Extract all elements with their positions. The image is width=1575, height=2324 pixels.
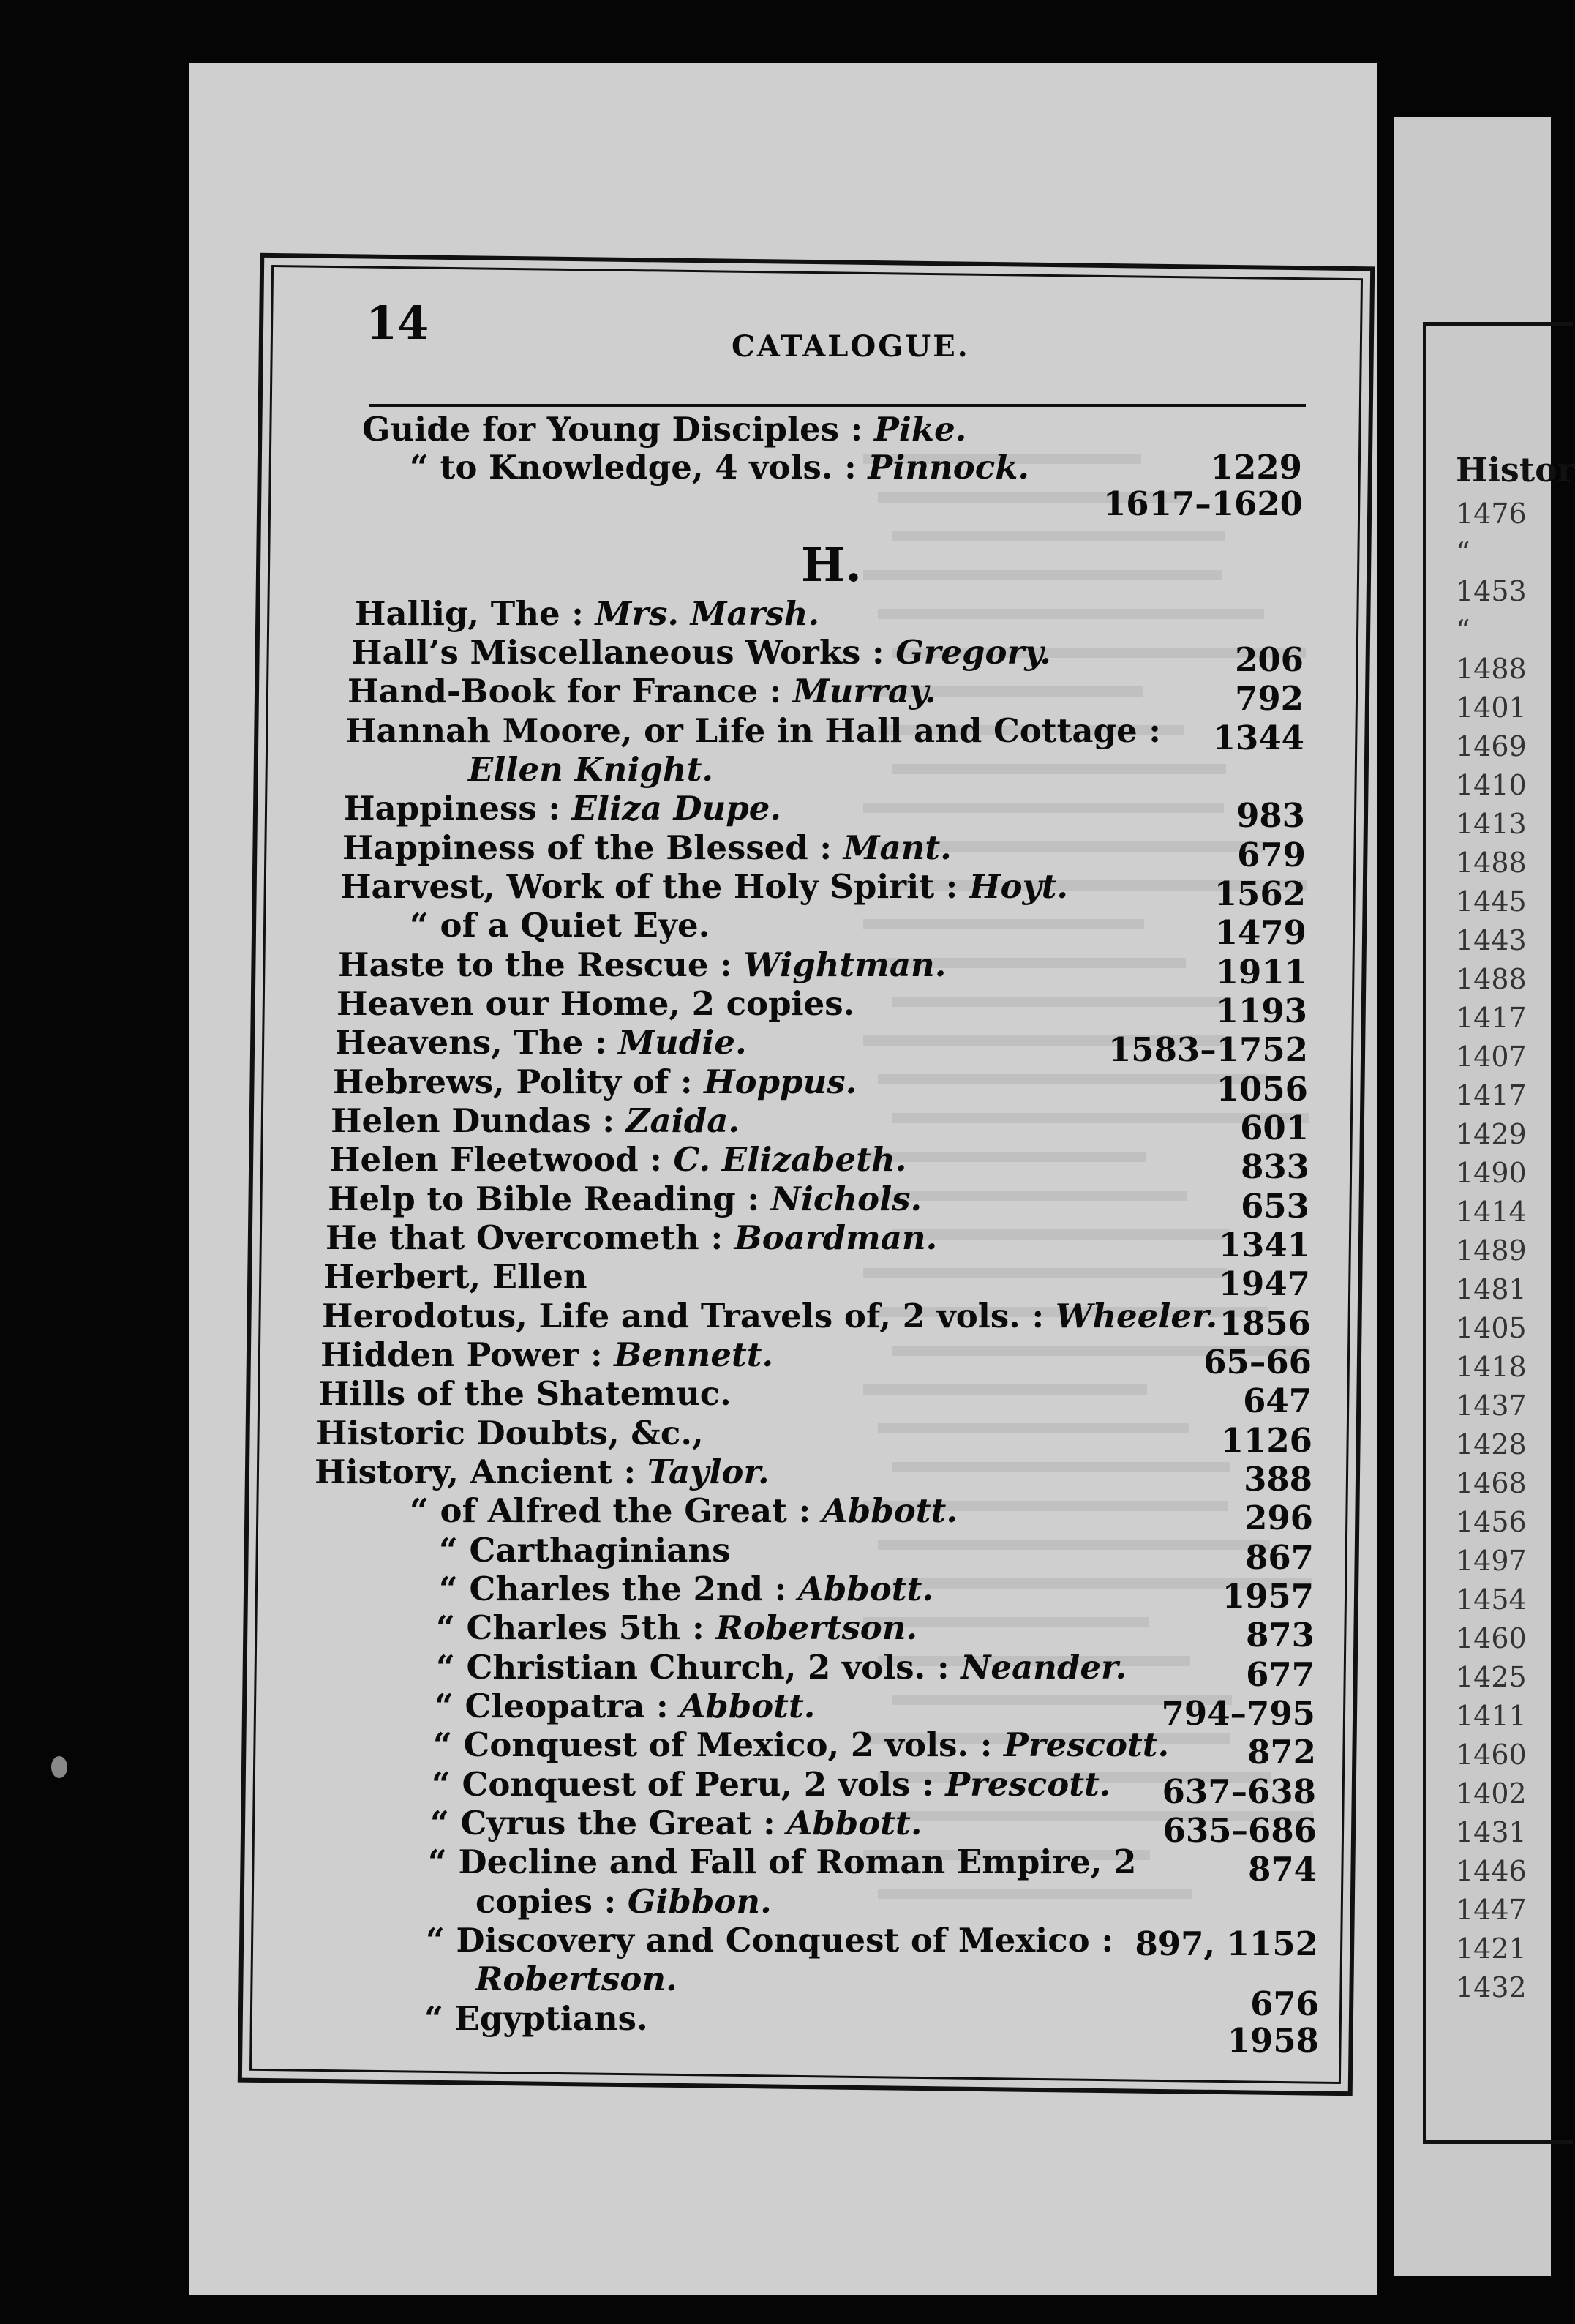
entry-catalogue-number: 296 (1244, 1499, 1313, 1537)
entry-title: Hall’s Miscellaneous Works : (351, 633, 896, 672)
entry-author: Abbott. (680, 1687, 816, 1725)
adjacent-page-item: 1488 (1456, 847, 1527, 879)
entry-catalogue-number: 635–686 (1162, 1811, 1317, 1850)
entry-catalogue-number: 388 (1244, 1460, 1312, 1499)
entry-catalogue-number: 833 (1241, 1147, 1309, 1186)
adjacent-page-item: 1413 (1456, 808, 1527, 840)
adjacent-page-item: 1402 (1456, 1777, 1527, 1810)
entry-catalogue-number: 653 (1241, 1187, 1309, 1226)
entry-title: Herbert, Ellen (323, 1257, 587, 1296)
adjacent-page-item: “ (1456, 614, 1470, 646)
catalogue-entry (320, 1335, 773, 1374)
entry-title: “ Conquest of Peru, 2 vols : (432, 1765, 946, 1804)
catalogue-entry (316, 1414, 704, 1452)
entry-catalogue-number: 206 (1235, 640, 1304, 679)
entry-title: Happiness of the Blessed : (342, 828, 843, 867)
entry-author: Wightman. (743, 945, 947, 984)
entry-title: Hidden Power : (320, 1335, 614, 1374)
catalogue-entry (338, 945, 946, 984)
entry-catalogue-number: 1344 (1212, 719, 1304, 757)
entry-title: “ Cleopatra : (435, 1687, 680, 1725)
catalogue-entry (475, 1960, 677, 1998)
entry-author: Ellen Knight. (468, 750, 714, 789)
adjacent-page-item: 1417 (1456, 1002, 1527, 1034)
adjacent-page-item: 1437 (1456, 1390, 1527, 1422)
catalogue-entry (335, 1023, 747, 1062)
entry-author: Taylor. (647, 1452, 770, 1491)
entry-author: Prescott. (1004, 1725, 1170, 1764)
adjacent-page-item: 1446 (1456, 1855, 1527, 1887)
entry-author: Wheeler. (1055, 1297, 1218, 1335)
entry-catalogue-number: 1562 (1214, 874, 1306, 913)
entry-title: “ of Alfred the Great : (410, 1491, 822, 1530)
entry-catalogue-number: 647 (1243, 1382, 1312, 1420)
catalogue-entry (355, 594, 819, 633)
entry-catalogue-number: 637–638 (1162, 1772, 1316, 1811)
entry-catalogue-number: 1583–1752 (1108, 1030, 1308, 1069)
bleed-through-line (878, 1191, 1187, 1201)
adjacent-page-item: 1410 (1456, 769, 1527, 801)
entry-author: Gibbon. (627, 1882, 772, 1921)
bleed-through-line (892, 764, 1226, 774)
entry-title: History, Ancient : (315, 1452, 647, 1491)
entry-catalogue-number: 1947 (1218, 1264, 1310, 1303)
entry-author: Neander. (961, 1648, 1127, 1687)
entry-title: copies : (475, 1882, 628, 1921)
adjacent-page-item: 1429 (1456, 1118, 1527, 1150)
entry-catalogue-number: 794–795 (1161, 1694, 1315, 1733)
adjacent-page-item: 1454 (1456, 1583, 1527, 1616)
catalogue-entry (345, 711, 1161, 750)
catalogue-entry (475, 1882, 772, 1921)
bleed-through-line (892, 531, 1225, 541)
catalogue-entry (436, 1608, 917, 1647)
catalogue-entry (424, 1999, 648, 2038)
entry-title: Heavens, The : (335, 1023, 619, 1062)
adjacent-page-item: 1421 (1456, 1933, 1527, 1965)
entry-author: Murray. (792, 672, 936, 711)
catalogue-entry (410, 906, 710, 945)
entry-title: Help to Bible Reading : (328, 1180, 771, 1218)
entry-catalogue-number: 676 (1250, 1984, 1319, 2023)
entry-author: Boardman. (734, 1218, 938, 1257)
adjacent-page-item: 1407 (1456, 1041, 1527, 1073)
entry-title: Historic Doubts, &c., (316, 1414, 704, 1452)
entry-author: Hoyt. (969, 867, 1069, 906)
entry-author: Abbott. (797, 1570, 934, 1608)
adjacent-page-item: 1497 (1456, 1545, 1527, 1577)
entry-title: Hills of the Shatemuc. (318, 1374, 732, 1413)
catalogue-entry (432, 1765, 1110, 1804)
entry-catalogue-number: 874 (1248, 1850, 1317, 1889)
adjacent-page-item: 1488 (1456, 653, 1527, 685)
adjacent-page-item: 1431 (1456, 1816, 1527, 1848)
entry-author: Robertson. (715, 1608, 918, 1647)
entry-catalogue-number: 983 (1236, 796, 1305, 835)
adjacent-page-item: 1417 (1456, 1079, 1527, 1112)
entry-author: Robertson. (475, 1960, 677, 1998)
entry-author: Zaida. (625, 1101, 740, 1140)
bleed-through-line (863, 803, 1224, 813)
adjacent-page-item: 1418 (1456, 1351, 1527, 1383)
entry-catalogue-number: 679 (1237, 836, 1306, 874)
entry-title: Hannah Moore, or Life in Hall and Cottage : (345, 711, 1161, 750)
adjacent-page-item: 1414 (1456, 1196, 1527, 1228)
catalogue-entry (439, 1531, 730, 1570)
catalogue-entry (342, 828, 952, 867)
bleed-through-line (878, 1889, 1192, 1899)
bleed-through-line (863, 570, 1222, 580)
catalogue-entry (323, 1257, 587, 1296)
adjacent-page-item: “ (1456, 536, 1470, 569)
running-head: CATALOGUE. (732, 329, 970, 364)
entry-catalogue-number: 1341 (1218, 1226, 1310, 1264)
adjacent-page-item: 1488 (1456, 963, 1527, 995)
catalogue-entry (340, 867, 1068, 906)
bleed-through-line (878, 609, 1264, 619)
catalogue-entry (326, 1218, 937, 1257)
entry-title: “ Christian Church, 2 vols. : (436, 1648, 961, 1687)
catalogue-entry (468, 750, 713, 789)
entry-title: Helen Dundas : (331, 1101, 626, 1140)
bleed-through-line (892, 997, 1228, 1007)
catalogue-entry (410, 448, 1029, 487)
entry-catalogue-number: 1617–1620 (1103, 484, 1303, 523)
catalogue-entry (362, 410, 966, 449)
entry-title: “ Charles 5th : (436, 1608, 716, 1647)
entry-author: Gregory. (895, 633, 1051, 672)
entry-title: Hand-Book for France : (347, 672, 793, 711)
adjacent-page-item: 1490 (1456, 1157, 1527, 1189)
entry-title: He that Overcometh : (326, 1218, 734, 1257)
bleed-through-line (863, 1268, 1227, 1278)
entry-author: Mrs. Marsh. (595, 594, 820, 633)
catalogue-entry (430, 1804, 922, 1843)
bleed-through-line (863, 919, 1144, 929)
bleed-through-line (878, 1074, 1267, 1084)
entry-author: Mudie. (618, 1023, 747, 1062)
catalogue-entry (433, 1725, 1169, 1764)
bleed-through-line (863, 1384, 1147, 1395)
entry-catalogue-number: 601 (1240, 1109, 1309, 1147)
entry-catalogue-number: 872 (1247, 1733, 1316, 1772)
catalogue-entry (439, 1570, 933, 1608)
entry-title: Hallig, The : (355, 594, 595, 633)
entry-author: Hoppus. (704, 1062, 857, 1101)
entry-title: Guide for Young Disciples : (362, 410, 874, 449)
entry-catalogue-number: 1193 (1215, 992, 1307, 1030)
entry-author: Pinnock. (868, 448, 1030, 487)
catalogue-entry (410, 1491, 958, 1530)
catalogue-entry (337, 984, 854, 1023)
catalogue-entry (347, 672, 936, 711)
entry-catalogue-number: 65–66 (1203, 1343, 1312, 1382)
entry-title: “ Decline and Fall of Roman Empire, 2 (428, 1843, 1137, 1881)
catalogue-entry (426, 1921, 1113, 1960)
entry-author: Abbott. (786, 1804, 922, 1843)
bleed-through-line (878, 1423, 1189, 1433)
entry-catalogue-number: 1229 (1210, 448, 1302, 487)
entry-author: Pike. (873, 410, 967, 449)
entry-title: Haste to the Rescue : (338, 945, 744, 984)
adjacent-page-item: 1443 (1456, 924, 1527, 956)
adjacent-page-item: 1405 (1456, 1312, 1527, 1344)
adjacent-page-item: 1428 (1456, 1428, 1527, 1461)
section-letter: H. (801, 538, 862, 593)
bleed-through-line (892, 1462, 1230, 1472)
adjacent-page-item: 1476 (1456, 498, 1527, 530)
adjacent-page-item: 1489 (1456, 1234, 1527, 1267)
entry-catalogue-number: 1911 (1215, 953, 1307, 992)
catalogue-entry (315, 1452, 770, 1491)
entry-catalogue-number: 792 (1235, 679, 1304, 718)
entry-catalogue-number: 897, 1152 (1135, 1924, 1318, 1963)
paper-speck (51, 1756, 67, 1778)
catalogue-entry (322, 1297, 1217, 1335)
entry-title: Helen Fleetwood : (329, 1140, 674, 1179)
adjacent-page-item: 1468 (1456, 1467, 1527, 1499)
entry-catalogue-number: 1126 (1220, 1421, 1312, 1460)
entry-catalogue-number: 867 (1245, 1538, 1314, 1577)
entry-author: Nichols. (770, 1180, 922, 1218)
bleed-through-line (878, 1540, 1270, 1550)
catalogue-entry (329, 1140, 906, 1179)
entry-catalogue-number: 1957 (1222, 1577, 1314, 1616)
page-number: 14 (366, 296, 429, 350)
catalogue-entry (333, 1062, 857, 1101)
entry-title: “ Charles the 2nd : (439, 1570, 798, 1608)
entry-title: Harvest, Work of the Holy Spirit : (340, 867, 969, 906)
adjacent-page-item: 1411 (1456, 1700, 1527, 1732)
adjacent-page-item: 1460 (1456, 1622, 1527, 1654)
entry-author: Eliza Dupe. (571, 789, 782, 828)
adjacent-page-item: 1456 (1456, 1506, 1527, 1538)
entry-catalogue-number: 1479 (1214, 913, 1307, 952)
entry-title: Herodotus, Life and Travels of, 2 vols. : (322, 1297, 1056, 1335)
entry-title: “ of a Quiet Eye. (410, 906, 710, 945)
entry-title: “ Cyrus the Great : (430, 1804, 787, 1843)
entry-title: Happiness : (344, 789, 572, 828)
catalogue-entry (344, 789, 781, 828)
catalogue-entry (328, 1180, 922, 1218)
entry-title: Heaven our Home, 2 copies. (337, 984, 855, 1023)
catalogue-entry (436, 1648, 1127, 1687)
adjacent-page-item: 1453 (1456, 575, 1527, 607)
entry-title: “ to Knowledge, 4 vols. : (410, 448, 868, 487)
entry-author: C. Elizabeth. (673, 1140, 907, 1179)
entry-title: “ Conquest of Mexico, 2 vols. : (433, 1725, 1004, 1764)
catalogue-entry (428, 1843, 1136, 1881)
adjacent-page-item: 1447 (1456, 1894, 1527, 1926)
entry-author: Abbott. (822, 1491, 958, 1530)
catalogue-entry (351, 633, 1051, 672)
entry-author: Bennett. (614, 1335, 774, 1374)
adjacent-page-item: 1460 (1456, 1739, 1527, 1771)
adjacent-page-item: 1425 (1456, 1661, 1527, 1693)
catalogue-entry (435, 1687, 815, 1725)
entry-catalogue-number: 677 (1246, 1655, 1315, 1694)
adjacent-page-item: 1445 (1456, 885, 1527, 918)
entry-title: Hebrews, Polity of : (333, 1062, 704, 1101)
entry-catalogue-number: 1056 (1216, 1070, 1308, 1109)
adjacent-page-item: 1469 (1456, 730, 1527, 762)
entry-catalogue-number: 1958 (1227, 2021, 1319, 2060)
adjacent-page-item: 1481 (1456, 1273, 1527, 1305)
header-rule (369, 404, 1306, 407)
adjacent-page-item: 1432 (1456, 1971, 1527, 2003)
entry-author: Prescott. (945, 1765, 1111, 1804)
adjacent-page-heading: Histor (1456, 450, 1575, 490)
catalogue-entry (331, 1101, 740, 1140)
adjacent-page-item: 1401 (1456, 691, 1527, 724)
entry-title: “ Carthaginians (439, 1531, 731, 1570)
entry-catalogue-number: 1856 (1219, 1304, 1311, 1343)
entry-title: “ Egyptians. (424, 1999, 648, 2038)
entry-author: Mant. (843, 828, 952, 867)
entry-catalogue-number: 873 (1246, 1616, 1315, 1654)
bleed-through-line (892, 1229, 1229, 1240)
entry-title: “ Discovery and Conquest of Mexico : (426, 1921, 1113, 1960)
catalogue-entry (318, 1374, 732, 1413)
